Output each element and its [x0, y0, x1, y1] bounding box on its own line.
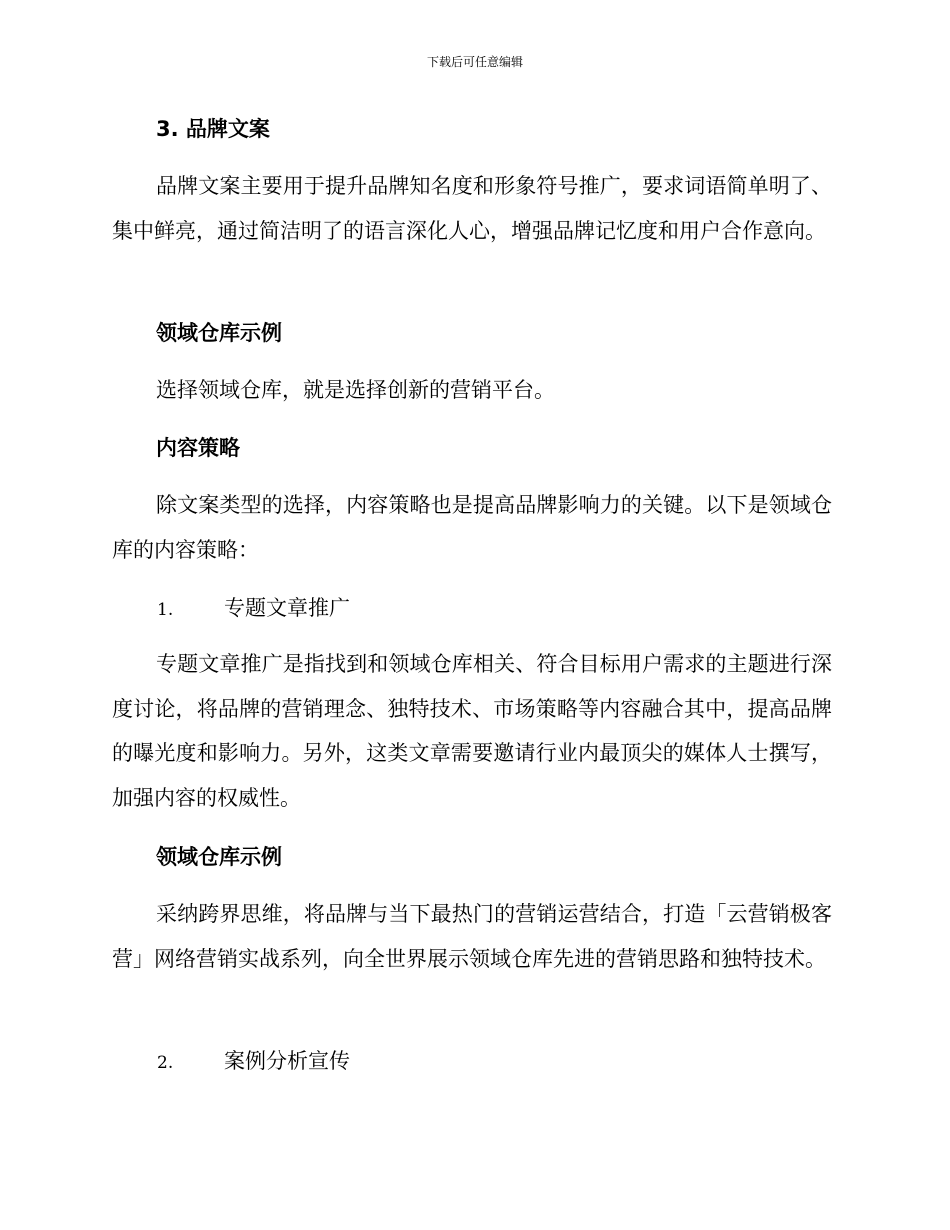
paragraph-topic-articles: 专题文章推广是指找到和领域仓库相关、符合目标用户需求的主题进行深度讨论，将品牌的营销理念、独特技术、市场策略等内容融合其中，提高品牌的曝光度和影响力。另外，这类文章需要邀请行业内最顶尖的媒体人士撰写，加强内容的权威性。	[112, 652, 832, 810]
page-header: 下载后可任意编辑	[426, 55, 523, 69]
list-label-2: 案例分析宣传	[224, 1049, 350, 1073]
list-label-1: 专题文章推广	[224, 596, 350, 620]
subheading-content-strategy: 内容策略	[156, 436, 240, 460]
subheading-example-2: 领域仓库示例	[156, 845, 282, 869]
section-heading-brand-copy: 3. 品牌文案	[156, 117, 270, 141]
list-number-2: 2.	[157, 1053, 174, 1073]
paragraph-example-1: 选择领域仓库，就是选择创新的营销平台。	[156, 378, 555, 402]
subheading-example-1: 领域仓库示例	[156, 321, 282, 345]
list-item-1	[157, 593, 350, 625]
list-item-2	[157, 1046, 350, 1078]
paragraph-example-2: 采纳跨界思维，将品牌与当下最热门的营销运营结合，打造「云营销极客营」网络营销实战系列，向全世界展示领域仓库先进的营销思路和独特技术。	[112, 902, 832, 971]
paragraph-content-strategy: 除文案类型的选择，内容策略也是提高品牌影响力的关键。以下是领域仓库的内容策略：	[112, 493, 832, 562]
list-number-1: 1.	[157, 600, 174, 620]
paragraph-brand-copy: 品牌文案主要用于提升品牌知名度和形象符号推广，要求词语简单明了、集中鲜亮，通过简洁明了的语言深化人心，增强品牌记忆度和用户合作意向。	[112, 174, 832, 243]
